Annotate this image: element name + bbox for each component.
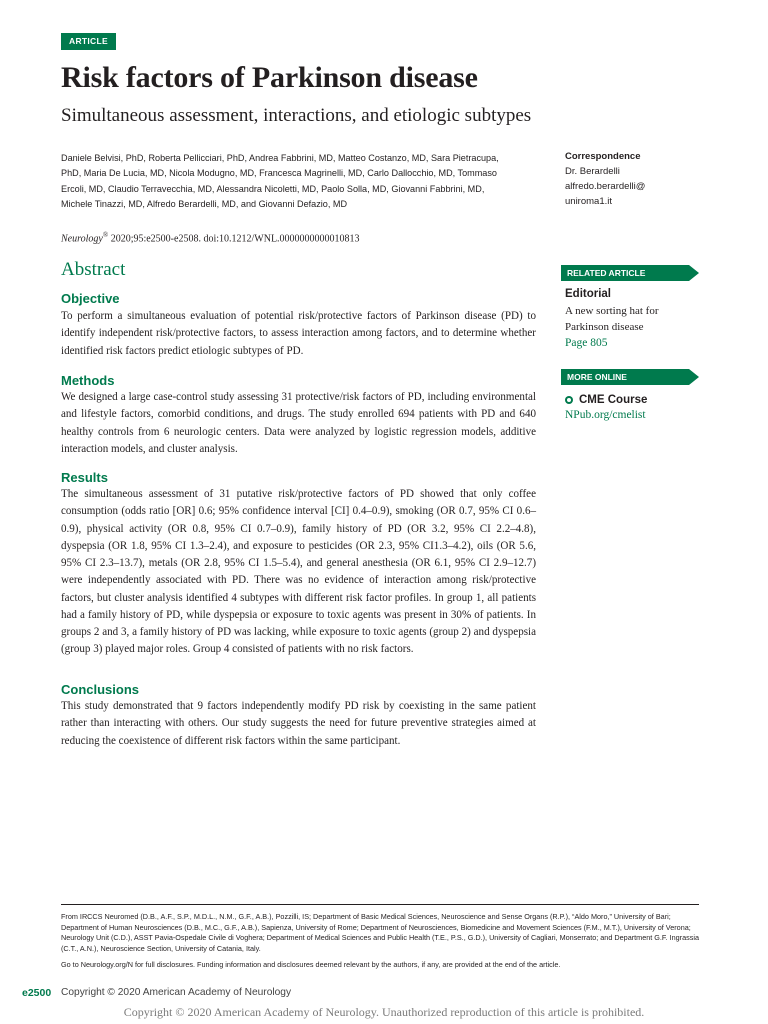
related-article-label: RELATED ARTICLE: [565, 265, 689, 281]
footer-divider: [61, 904, 699, 905]
correspondence-name: Dr. Berardelli: [565, 166, 620, 177]
results-text: The simultaneous assessment of 31 putative risk/protective factors of PD showed that only coffee consumption (odds ratio [OR] 0.6; 95% confidence interval [CI] 0.4–0.9), smoking (OR 0.7, 95% CI 0.6–0.9), physical activity (OR 0.8, 95% CI 0.7–0.9), family history of PD (OR 3.2, 95% CI 2.2–4.8), dyspepsia (OR 1.8, 95% CI 1.3–2.4), and exposure to pesticides (OR 2.3, 95% CI1.3–4.2), oils (OR 5.6, 95% CI 2.3–13.7), metals (OR 2.8, 95% CI 1.5–5.4), and general anesthesia (OR 6.1, 95% CI 2.9–12.7) were independently associated with PD. There was no evidence of interaction among risk/protective factors, but cluster analysis identified 4 subtypes with different risk factor profiles. In group 1, all patients had a family history of PD, while dyspepsia or exposure to toxic agents was present in 30% of patients. In groups 2 and 3, a family history of PD was lacking, while exposure to toxic agents (group 2) and dyspepsia (group 3) played major roles. Group 4 consisted of patients with no risk factors.: [61, 488, 536, 656]
conclusions-text: This study demonstrated that 9 factors independently modify PD risk by coexisting in the same patient rather than interacting with others. Our study suggests the need for future preventive strategies aimed at reducing the coexistence of different risk factors within the same participant.: [61, 700, 536, 747]
methods-heading: Methods: [61, 373, 115, 388]
objective-heading: Objective: [61, 291, 120, 306]
copyright-line: Copyright © 2020 American Academy of Neurology: [61, 987, 292, 998]
citation-journal: Neurology: [61, 233, 103, 245]
objective-text: To perform a simultaneous evaluation of potential risk/protective factors of Parkinson disease (PD) to identify independent risk/protective factors, to assess interaction among factors, and to determine whether identified risk factors predict etiologic subtypes of PD.: [61, 310, 536, 357]
editorial-title[interactable]: A new sorting hat for Parkinson disease: [565, 305, 659, 333]
citation-registered-mark: ®: [102, 231, 109, 239]
editorial-type: Editorial: [565, 288, 612, 300]
page-number: e2500: [22, 987, 52, 999]
article-subtitle: Simultaneous assessment, interactions, and etiologic subtypes: [61, 105, 532, 126]
conclusions-heading: Conclusions: [61, 682, 140, 697]
citation-details: 2020;95:e2500-e2508. doi:10.1212/WNL.0000000000010813: [108, 233, 360, 245]
correspondence-email-line-1[interactable]: alfredo.berardelli@: [565, 181, 646, 192]
copyright-notice: Copyright © 2020 American Academy of Neurology. Unauthorized reproduction of this article is prohibited.: [123, 1005, 645, 1019]
cme-course-link[interactable]: NPub.org/cmelist: [565, 409, 646, 421]
article-title: Risk factors of Parkinson disease: [61, 61, 478, 94]
results-heading: Results: [61, 470, 108, 485]
editorial-page-link[interactable]: Page 805: [565, 337, 608, 349]
correspondence-heading: Correspondence: [565, 151, 641, 162]
cme-course-row[interactable]: [565, 394, 647, 406]
citation-line: [61, 231, 360, 244]
article-badge: ARTICLE: [61, 33, 116, 50]
affiliations-text: From IRCCS Neuromed (D.B., A.F., S.P., M.D.L., N.M., G.F., A.B.), Pozzilli, IS; Department of Basic Medical Sciences, Neuroscience and Sense Organs (R.P.), “Aldo Moro,” University of Bari; Department of Human Neurosciences (D.B., M.C., G.F., A.B.), Sapienza, University of Rome; Department of Neurosciences, Biomedicine and Movement Sciences (F.M., M.T.), University of Verona; Neurology Unit (C.D.), ASST Pavia-Ospedale Civile di Voghera; Department of Medical Sciences and Public Health (T.E., P.S., G.D.), University of Cagliari, Monserrato; and Department G.F. Ingrassia (C.T., A.N.), Neuroscience Section, University of Catania, Italy.: [61, 912, 700, 953]
more-online-label: MORE ONLINE: [565, 369, 689, 385]
disclosure-text: Go to Neurology.org/N for full disclosures. Funding information and disclosures deemed relevant by the authors, if any, are provided at the end of the article.: [61, 960, 561, 969]
correspondence-email-line-2[interactable]: uniroma1.it: [565, 196, 612, 207]
methods-text: We designed a large case-control study assessing 31 protective/risk factors of PD, including environmental and lifestyle factors, comorbid conditions, and drugs. The study enrolled 694 patients with PD and 640 healthy controls from 6 neurologic centers. Data were analyzed by logistic regression models, additive interaction models, and cluster analysis.: [61, 391, 536, 455]
abstract-heading: Abstract: [61, 259, 126, 280]
cme-course-label: CME Course: [579, 394, 648, 406]
cme-course-icon: [565, 396, 573, 404]
author-list: Daniele Belvisi, PhD, Roberta Pellicciari, PhD, Andrea Fabbrini, MD, Matteo Costanzo, MD, Sara Pietracupa, PhD, Maria De Lucia, MD, Nicola Modugno, MD, Francesca Magrinelli, MD, Carlo Dallocchio, MD, Tommaso Ercoli, MD, Claudio Terravecchia, MD, Alessandra Nicoletti, MD, Paolo Solla, MD, Giovanni Fabbrini, MD, Michele Tinazzi, MD, Alfredo Berardelli, MD, and Giovanni Defazio, MD: [61, 153, 499, 209]
